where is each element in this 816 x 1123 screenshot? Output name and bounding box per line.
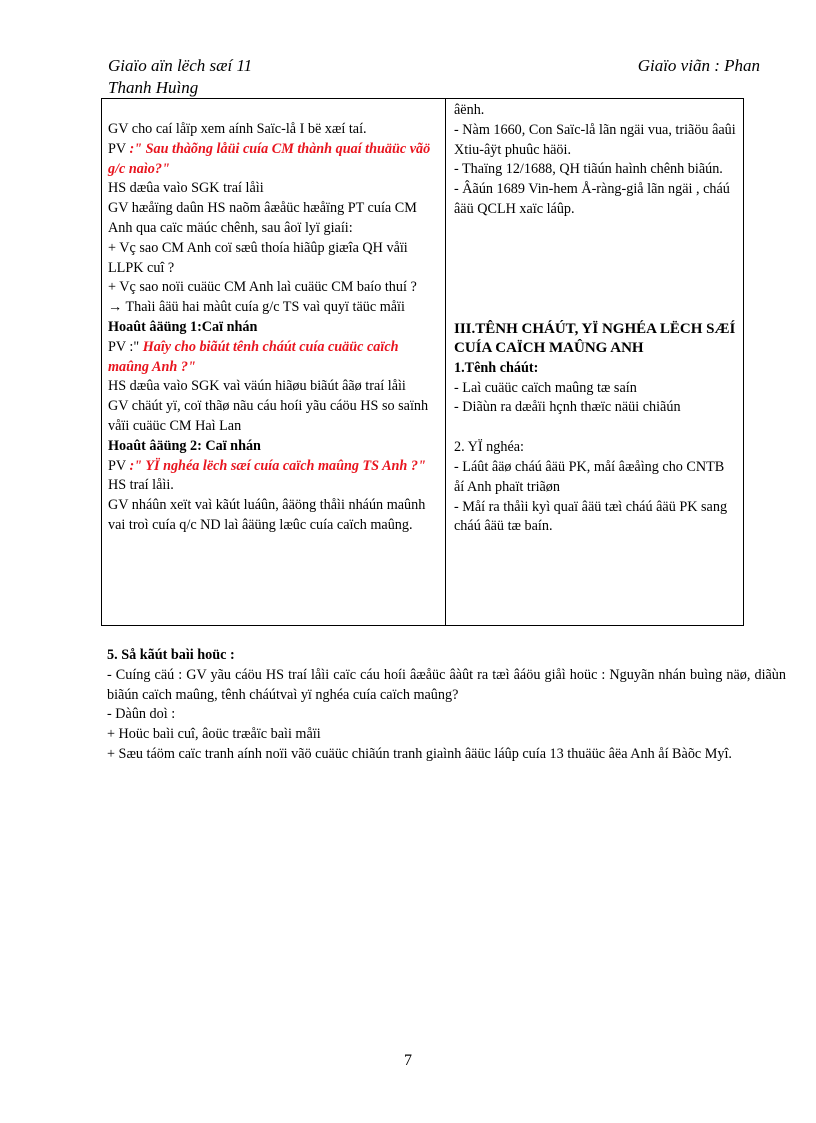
- subsection-significance: 2. YÏ nghéa:: [454, 439, 524, 456]
- activity-heading-2: Hoaût âäüng 2: Caï nhán: [108, 437, 261, 454]
- text-line: - Nàm 1660, Con Saïc-lå lãn ngäi vua, triãöu âaûi Xtiu-âÿt phuûc häöi.: [454, 121, 736, 158]
- text-line: - Cuíng cäú : GV yãu cáöu HS traí låìi caïc cáu hoíi âæåüc âàût ra tæì âáöu giåì hoüc : Nguyãn nhán buìng näø, diãùn biãún caïch maûng, tênh cháútvaì yï nghéa cuía caïch maûng?: [107, 666, 786, 703]
- activities-column: [102, 99, 446, 625]
- text-line: GV hæåïng daûn HS naõm âæåüc hæåïng PT cuía CM Anh qua caïc mäúc chênh, sau âoï lyï giaíi:: [108, 200, 417, 236]
- text-line: - Måí ra thåìi kyì quaï âäü tæì cháú âäü PK sang cháú âäü tæ baín.: [454, 498, 728, 535]
- header-teacher-name: Thanh Huìng: [108, 78, 199, 97]
- text-line: + Sæu táöm caïc tranh aính noïi vãö cuäüc chiãún tranh giaình âäüc láûp cuía 13 thuäüc âëa Anh åí Bàõc Myî.: [107, 745, 732, 762]
- text-line: + Vç sao CM Anh coï sæû thoía hiãûp giæîa QH våïi LLPK cuî ?: [108, 239, 408, 276]
- summary-title: 5. Så kãút baìi hoüc :: [107, 647, 235, 663]
- text-line: GV chäút yï, coï thãø nãu cáu hoíi yãu cáöu HS so saïnh våïi cuäüc CM Haì Lan: [108, 398, 429, 434]
- question-1: PV :" Sau thàõng låüi cuía CM thành quaí thuäüc vãö g/c naìo?": [108, 140, 431, 177]
- lesson-summary: [107, 646, 786, 765]
- text-line: - Laì cuäüc caïch maûng tæ saín: [454, 379, 637, 396]
- text-line: - Thaïng 12/1688, QH tiãún haình chênh biãún.: [454, 161, 723, 178]
- text-line: âënh.: [454, 102, 485, 118]
- text-line: GV nháûn xeït vaì kãút luáûn, âäöng thåìi nháún maûnh vai troì cuía q/c ND laì âäüng læûc cuía caïch maûng.: [108, 497, 426, 533]
- text-line: HS dæûa vaìo SGK vaì väún hiãøu biãút âãø traí låìi: [108, 378, 406, 395]
- text-line: + Hoüc baìi cuî, âoüc træåïc baìi måïi: [107, 726, 321, 743]
- lesson-table: [101, 98, 744, 626]
- question-3: PV :" YÏ nghéa lëch sæí cuía caïch maûng TS Anh ?": [108, 457, 426, 474]
- header-subject: Giaïo aïn lëch sæí 11: [108, 56, 253, 75]
- text-line: - Dàûn doì :: [107, 706, 176, 723]
- text-line: HS dæûa vaìo SGK traí låìi: [108, 180, 264, 197]
- activity-heading-1: Hoaût âäüng 1:Caï nhán: [108, 318, 258, 335]
- subsection-nature: 1.Tênh cháút:: [454, 359, 539, 376]
- text-line: - Diãùn ra dæåïi hçnh thæïc näüi chiãún: [454, 399, 681, 416]
- text-line: → Thaìi âäü hai màût cuía g/c TS vaì quyï täüc måïi: [108, 299, 405, 316]
- header-left: [108, 55, 408, 99]
- section-title: III.TÊNH CHÁÚT, YÏ NGHÉA LËCH SÆÍ CUÍA CAÏCH MAÛNG ANH: [454, 320, 736, 357]
- header-right: Giaïo viãn : Phan: [637, 56, 760, 75]
- text-line: GV cho caí låïp xem aính Saïc-lå I bë xæí taí.: [108, 121, 367, 137]
- page-number: 7: [404, 1052, 412, 1069]
- text-line: - Âãún 1689 Vin-hem Å-ràng-giå lãn ngäi , cháú âäü QCLH xaïc láûp.: [454, 181, 730, 217]
- content-column: [446, 99, 743, 625]
- text-line: + Vç sao noïi cuäüc CM Anh laì cuäüc CM baío thuí ?: [108, 279, 417, 296]
- text-line: - Láût âäø cháú âäü PK, måí âæåìng cho CNTB åí Anh phaït triãøn: [454, 458, 725, 495]
- question-2: PV :" Haîy cho biãút tênh cháút cuía cuäüc caïch maûng Anh ?": [108, 338, 399, 375]
- text-line: HS traí låìi.: [108, 477, 174, 494]
